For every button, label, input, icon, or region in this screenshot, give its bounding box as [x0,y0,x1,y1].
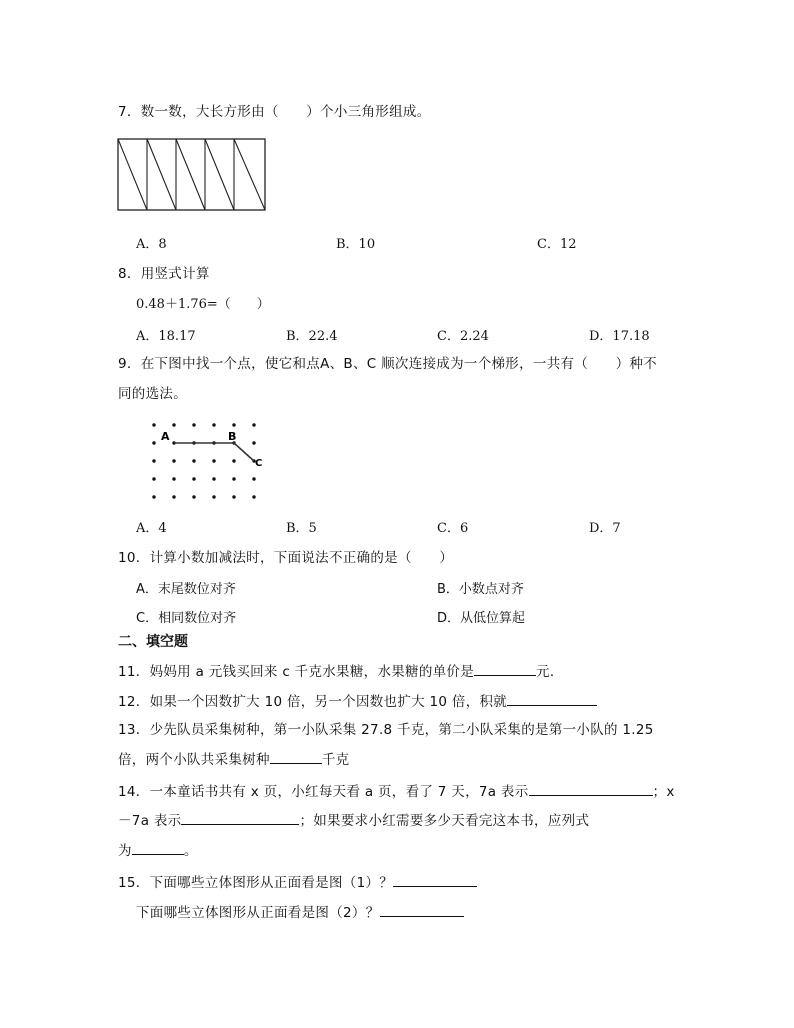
q9-option-b[interactable]: B．5 [286,521,317,536]
grid-dot [172,477,175,480]
q8-text: 8．用竖式计算 [118,266,210,282]
q13-text-line1: 13．少先队员采集树种，第一小队采集 27.8 千克，第二小队采集的是第一小队的 1.25 [118,722,654,738]
point-c-label: C [255,458,263,469]
q11-text-post: 元． [536,664,564,680]
q9-option-c[interactable]: C．6 [437,521,469,536]
grid-dot [192,477,195,480]
grid-dot [192,459,195,462]
q7-rectangle-figure [117,138,267,212]
q15-line1 [118,871,477,891]
q14-line3 [118,839,198,859]
grid-dot [172,423,175,426]
q15-line2 [136,901,464,921]
grid-dot [152,477,155,480]
grid-dot [252,495,255,498]
grid-dot [172,495,175,498]
q12-line [118,690,597,710]
q14-text-pre2: －7a 表示 [118,813,182,829]
q13-text-pre: 倍，两个小队共采集树种 [118,752,270,768]
q11-answer-blank[interactable] [474,663,536,676]
point-a-label: A [161,430,170,443]
grid-dot [252,423,255,426]
q12-answer-blank[interactable] [507,693,597,706]
q7-option-b[interactable]: B．10 [336,237,376,252]
grid-dot [152,423,155,426]
q10-text: 10．计算小数加减法时，下面说法不正确的是（ ） [118,550,454,566]
q11-text-pre: 11．妈妈用 a 元钱买回来 c 千克水果糖，水果糖的单价是 [118,664,475,680]
q9-option-d[interactable]: D．7 [589,521,621,536]
grid-dot [252,441,255,444]
q10-option-b[interactable]: B．小数点对齐 [437,582,524,597]
q9-text-line1: 9．在下图中找一个点，使它和点A、B、C 顺次连接成为一个梯形，一共有（ ）种不 [118,356,658,372]
grid-dot [212,477,215,480]
q8-expression: 0.48＋1.76=（ ） [136,297,270,312]
q8-option-a[interactable]: A．18.17 [136,329,196,344]
grid-dot [152,459,155,462]
grid-dot [152,495,155,498]
q14-line1 [118,780,675,800]
q14-text-post1: ；x [652,784,675,800]
q8-option-b[interactable]: B．22.4 [286,329,338,344]
q7-text: 7．数一数，大长方形由（ ）个小三角形组成。 [118,104,431,120]
section-title-fill-in: 二、填空题 [118,634,188,650]
q8-option-d[interactable]: D．17.18 [589,329,650,344]
grid-dot [152,441,155,444]
q14-text-post3: 。 [183,843,198,859]
q15-answer-blank-1[interactable] [393,874,477,887]
q15-text-line1: 15．下面哪些立体图形从正面看是图（1）？ [118,875,394,891]
q12-text-pre: 12．如果一个因数扩大 10 倍，另一个因数也扩大 10 倍，积就 [118,694,508,710]
q14-answer-blank-1[interactable] [529,783,653,796]
q10-option-d[interactable]: D．从低位算起 [437,611,526,626]
grid-dot [212,423,215,426]
grid-dot [232,423,235,426]
q9-text-line2: 同的选法。 [118,386,187,402]
point-b-label: B [228,430,237,443]
q7-option-a[interactable]: A．8 [136,237,167,252]
grid-dot [252,477,255,480]
q14-text-pre1: 14．一本童话书共有 x 页，小红每天看 a 页，看了 7 天，7a 表示 [118,784,529,800]
q14-line2 [118,809,589,829]
q7-option-c[interactable]: C．12 [537,237,577,252]
q13-answer-blank[interactable] [270,751,322,764]
grid-dot [192,495,195,498]
q9-option-a[interactable]: A．4 [136,521,167,536]
grid-dot [192,423,195,426]
grid-dot [232,477,235,480]
q8-option-c[interactable]: C．2.24 [437,329,489,344]
q13-line2 [118,748,349,768]
q10-option-c[interactable]: C．相同数位对齐 [136,611,237,626]
q15-text-line2: 下面哪些立体图形从正面看是图（2）？ [136,905,380,921]
grid-dot [232,495,235,498]
q13-text-post: 千克 [321,752,350,768]
q11-line [118,660,564,680]
q14-text-post2: ；如果要求小红需要多少天看完这本书，应列式 [299,813,590,829]
q15-answer-blank-2[interactable] [380,904,464,917]
q9-dot-grid-figure [145,418,270,508]
grid-dot [172,459,175,462]
q14-text-pre3: 为 [118,843,132,859]
grid-dot [212,495,215,498]
q10-option-a[interactable]: A．末尾数位对齐 [136,582,236,597]
q14-answer-blank-3[interactable] [132,842,184,855]
grid-dot [212,459,215,462]
grid-dot [232,459,235,462]
q14-answer-blank-2[interactable] [181,812,299,825]
